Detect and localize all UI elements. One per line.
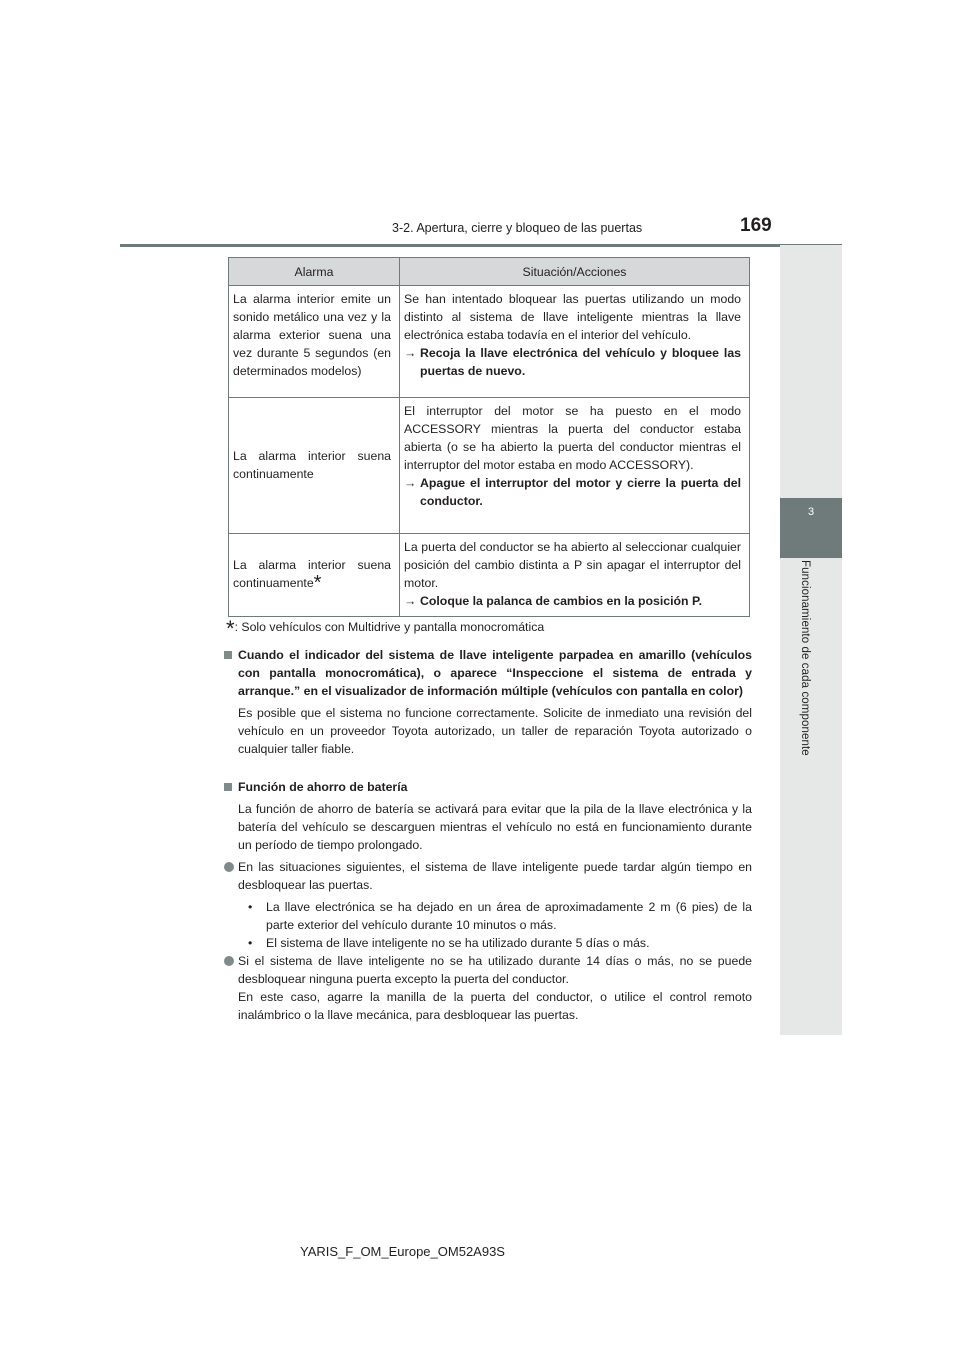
square-bullet-icon — [224, 651, 232, 659]
list-item — [224, 858, 752, 894]
table-row — [229, 286, 750, 398]
header-rule — [120, 244, 842, 247]
action-text: Recoja la llave electrónica del vehículo y bloquee las puertas de nuevo. — [420, 346, 741, 378]
alarm-cell — [229, 534, 400, 617]
arrow-icon: → — [404, 476, 417, 490]
action-line — [404, 344, 741, 380]
list-item-text: En las situaciones siguientes, el sistema de llave inteligente puede tardar algún tiempo en desbloquear las puertas. — [238, 860, 752, 892]
alarm-cell: La alarma interior emite un sonido metálico una vez y la alarma exterior suena una vez durante 5 segundos (en determinados modelos) — [229, 286, 400, 398]
circle-bullet-icon — [224, 862, 234, 872]
bullet-icon: • — [248, 900, 253, 914]
document-code: YARIS_F_OM_Europe_OM52A93S — [300, 1244, 505, 1259]
list-item — [224, 952, 752, 1024]
table-header-row — [229, 258, 750, 286]
circle-bullet-icon — [224, 956, 234, 966]
situation-cell — [400, 286, 750, 398]
situation-cell — [400, 398, 750, 534]
square-bullet-icon — [224, 783, 232, 791]
column-header-situation: Situación/Acciones — [400, 258, 750, 286]
situation-text: Se han intentado bloquear las puertas utilizando un modo distinto al sistema de llave inteligente mientras la llave electrónica estaba todavía en el interior del vehículo. — [404, 292, 741, 342]
arrow-icon: → — [404, 594, 417, 608]
side-tab-chapter-label: Funcionamiento de cada componente — [799, 560, 811, 756]
table-footnote — [226, 616, 545, 641]
column-header-alarm: Alarma — [229, 258, 400, 286]
sub-list-item — [224, 898, 752, 934]
section-heading-text: Cuando el indicador del sistema de llave inteligente parpadea en amarillo (vehículos con pantalla monocromática), o aparece “Inspeccione el sistema de entrada y arranque.” en el visualizador de información múltiple (vehículos con pantalla en color) — [238, 648, 752, 698]
list-item-text-continued: En este caso, agarre la manilla de la puerta del conductor, o utilice el control remoto inalámbrico o la llave mecánica, para desbloquear las puertas. — [238, 990, 752, 1022]
sub-list-item — [224, 934, 752, 952]
situation-text: La puerta del conductor se ha abierto al seleccionar cualquier posición del cambio distinta a P sin apagar el interruptor del motor. — [404, 540, 741, 590]
side-tab-top — [780, 245, 842, 498]
situation-text: El interruptor del motor se ha puesto en el modo ACCESSORY mientras la puerta del conductor estaba abierta (o se ha abierto la puerta del conductor mientras el interruptor del motor estaba en modo ACCESSORY). — [404, 404, 741, 472]
action-text: Apague el interruptor del motor y cierre la puerta del conductor. — [420, 476, 741, 508]
footnote-mark: * — [313, 572, 322, 594]
alarm-cell: La alarma interior suena continuamente — [229, 398, 400, 534]
table-row — [229, 534, 750, 617]
section-body: Es posible que el sistema no funcione correctamente. Solicite de inmediato una revisión del vehículo en un proveedor Toyota autorizado, un taller de reparación Toyota autorizado o cualquier taller fiable. — [238, 706, 752, 756]
alarm-text: La alarma interior suena continuamente — [233, 558, 391, 590]
side-tab-chapter-number — [780, 498, 842, 558]
bullet-icon: • — [248, 936, 253, 950]
section-heading — [224, 778, 752, 796]
section-battery-saving — [224, 778, 752, 1024]
chapter-number: 3 — [807, 506, 815, 518]
situation-cell — [400, 534, 750, 617]
action-line — [404, 592, 741, 610]
section-indicator — [224, 646, 752, 758]
list-item-text: Si el sistema de llave inteligente no se ha utilizado durante 14 días o más, no se puede desbloquear ninguna puerta excepto la puerta del conductor. — [238, 954, 752, 986]
sub-list-item-text: La llave electrónica se ha dejado en un área de aproximadamente 2 m (6 pies) de la parte exterior del vehículo durante 10 minutos o más. — [266, 900, 752, 932]
section-heading — [224, 646, 752, 700]
action-line — [404, 474, 741, 510]
footnote-mark: * — [226, 616, 235, 641]
page-header-section: 3-2. Apertura, cierre y bloqueo de las puertas — [392, 221, 643, 235]
table-row — [229, 398, 750, 534]
sub-list-item-text: El sistema de llave inteligente no se ha utilizado durante 5 días o más. — [266, 936, 650, 950]
footnote-text: : Solo vehículos con Multidrive y pantalla monocromática — [234, 620, 545, 634]
section-body: La función de ahorro de batería se activará para evitar que la pila de la llave electrónica y la batería del vehículo se descarguen mientras el vehículo no está en funcionamiento durante un período de tiempo prolongado. — [238, 802, 752, 852]
page-number: 169 — [740, 215, 772, 236]
action-text: Coloque la palanca de cambios en la posición P. — [420, 594, 702, 608]
section-heading-text: Función de ahorro de batería — [238, 780, 408, 794]
alarm-table — [228, 257, 750, 617]
arrow-icon: → — [404, 346, 417, 360]
